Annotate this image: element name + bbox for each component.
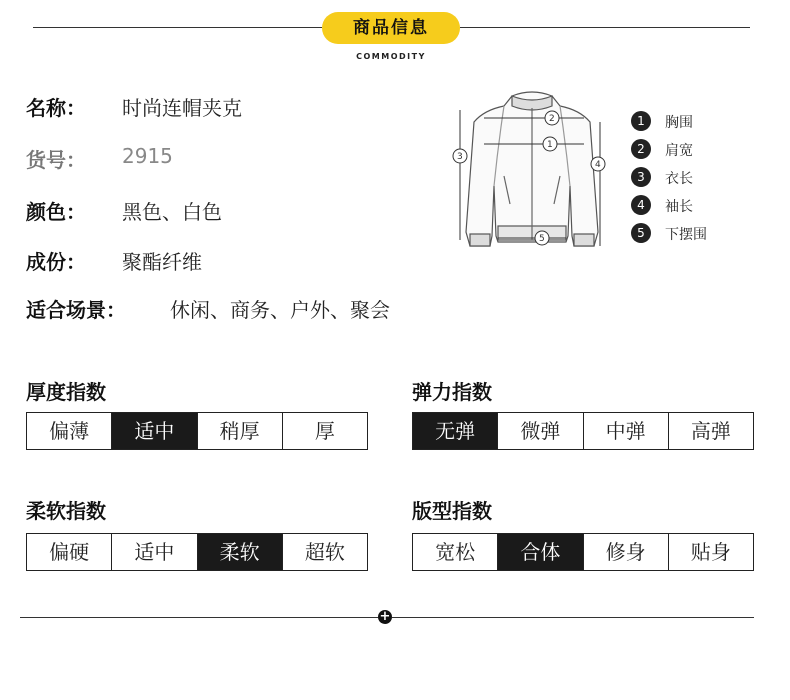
- info-label-sku: 货号：: [26, 148, 86, 172]
- info-label-material: 成份：: [26, 250, 86, 274]
- legend-num-3: 3: [631, 167, 651, 187]
- elasticity-index-title: 弹力指数: [412, 380, 492, 404]
- fit-index-scale: [412, 533, 754, 571]
- softness-index-title: 柔软指数: [26, 499, 106, 523]
- info-label-color: 颜色：: [26, 200, 86, 224]
- svg-text:1: 1: [547, 140, 553, 150]
- legend-num-5: 5: [631, 223, 651, 243]
- fit-option: 宽松: [435, 540, 476, 564]
- info-label-occasion: 适合场景：: [26, 298, 126, 322]
- softness-option: 适中: [111, 534, 196, 570]
- elasticity-option: 中弹: [583, 413, 668, 449]
- fit-option-selected: 合体: [497, 534, 582, 570]
- legend-label-chest: 胸围: [665, 115, 693, 131]
- svg-text:2: 2: [549, 114, 555, 124]
- svg-text:4: 4: [595, 160, 601, 170]
- fit-option: 修身: [583, 534, 668, 570]
- softness-index-scale: [26, 533, 368, 571]
- legend-num-2: 2: [631, 139, 651, 159]
- info-label-name: 名称：: [26, 96, 86, 120]
- info-value-name: 时尚连帽夹克: [122, 96, 242, 120]
- info-value-material: 聚酯纤维: [122, 250, 202, 274]
- elasticity-index-scale: [412, 412, 754, 450]
- svg-text:3: 3: [457, 152, 463, 162]
- jacket-outline-icon: [466, 92, 598, 246]
- thickness-index-scale: [26, 412, 368, 450]
- info-value-occasion: 休闲、商务、户外、聚会: [170, 298, 390, 322]
- footer-divider-right: [392, 617, 754, 618]
- thickness-option: 厚: [282, 413, 367, 449]
- softness-option-selected: 柔软: [197, 534, 282, 570]
- footer-divider-left: [20, 617, 378, 618]
- thickness-option-selected: 适中: [111, 413, 196, 449]
- legend-label-hem: 下摆围: [665, 227, 707, 243]
- legend-label-shoulder: 肩宽: [665, 143, 693, 159]
- elasticity-option: 高弹: [668, 413, 753, 449]
- legend-num-4: 4: [631, 195, 651, 215]
- legend-label-length: 衣长: [665, 171, 693, 187]
- legend-label-sleeve: 袖长: [665, 199, 693, 215]
- section-title: 商品信息: [322, 12, 460, 44]
- thickness-option: 稍厚: [197, 413, 282, 449]
- jacket-measure-diagram: [448, 86, 618, 262]
- section-subtitle: COMMODITY: [356, 52, 426, 61]
- svg-text:5: 5: [539, 234, 545, 244]
- fit-option: 贴身: [668, 534, 753, 570]
- info-value-sku: 2915: [122, 144, 173, 168]
- legend-num-1: 1: [631, 111, 651, 131]
- thickness-index-title: 厚度指数: [26, 380, 106, 404]
- fit-index-title: 版型指数: [412, 499, 492, 523]
- thickness-option: 偏薄: [49, 419, 90, 443]
- plus-icon: +: [379, 609, 391, 624]
- elasticity-option: 微弹: [497, 413, 582, 449]
- info-value-color: 黑色、白色: [122, 200, 222, 224]
- softness-option: 超软: [282, 534, 367, 570]
- header-divider-left: [33, 27, 322, 28]
- header-divider-right: [460, 27, 750, 28]
- elasticity-option-selected: 无弹: [413, 413, 497, 449]
- softness-option: 偏硬: [49, 540, 90, 564]
